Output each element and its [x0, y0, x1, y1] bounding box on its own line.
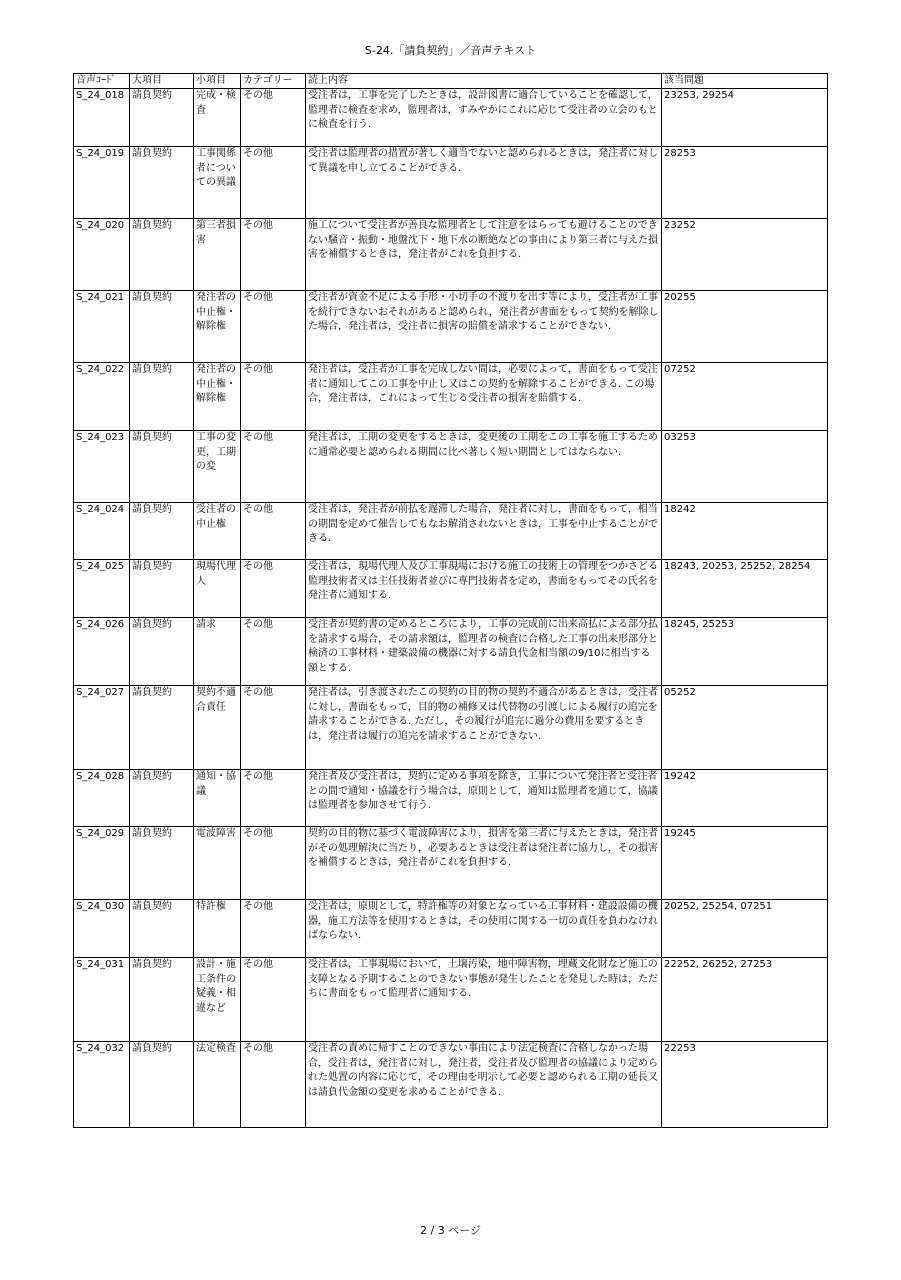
- cell-code: S_24_023: [74, 431, 130, 503]
- cell-major: 請負契約: [130, 89, 194, 147]
- table-row: [74, 827, 828, 900]
- cell-refs: 18243, 20253, 25252, 28254: [662, 560, 828, 618]
- cell-minor: 設計・施工条件の疑義・相違など: [194, 958, 241, 1042]
- cell-category: その他: [241, 147, 306, 219]
- cell-minor: 工事関係者についての異議: [194, 147, 241, 219]
- cell-major: 請負契約: [130, 291, 194, 363]
- cell-minor: 電波障害: [194, 827, 241, 900]
- cell-code: S_24_031: [74, 958, 130, 1042]
- cell-category: その他: [241, 560, 306, 618]
- cell-refs: 23252: [662, 219, 828, 291]
- cell-major: 請負契約: [130, 431, 194, 503]
- cell-text: 施工について受注者が善良な監理者として注意をはらっても避けることのできない騒音・振動・地盤沈下・地下水の断絶などの事由により第三者に与えた損害を補償するときは，発注者がこれを負担する.: [306, 219, 662, 291]
- cell-refs: 05252: [662, 686, 828, 770]
- cell-category: その他: [241, 686, 306, 770]
- cell-code: S_24_032: [74, 1042, 130, 1128]
- cell-major: 請負契約: [130, 618, 194, 686]
- cell-category: その他: [241, 219, 306, 291]
- table-row: [74, 363, 828, 431]
- cell-refs: 28253: [662, 147, 828, 219]
- cell-category: その他: [241, 291, 306, 363]
- cell-text: 受注者は，工事現場において，土壌汚染，地中障害物，埋蔵文化財など施工の支障となる予期することのできない事態が発生したことを発見した時は，ただちに書面をもって監理者に通知する.: [306, 958, 662, 1042]
- cell-category: その他: [241, 958, 306, 1042]
- cell-refs: 22252, 26252, 27253: [662, 958, 828, 1042]
- cell-text: 受注者が契約書の定めるところにより，工事の完成前に出来高払による部分払を請求する場合，その請求額は，監理者の検査に合格した工事の出来形部分と検済の工事材料・建築設備の機器に対する請負代金相当額の9/10に相当する額とする.: [306, 618, 662, 686]
- cell-text: 発注者は，引き渡されたこの契約の目的物の契約不適合があるときは，受注者に対し，書面をもって，目的物の補修又は代替物の引渡しによる履行の追完を請求することができる. ただし，その履行が追完に過分の費用を要するときは，発注者は履行の追完を請求することができない.: [306, 686, 662, 770]
- cell-text: 受注者は，工事を完了したときは，設計図書に適合していることを確認して，監理者に検査を求め，監理者は，すみやかにこれに応じて受注者の立会のもとに検査を行う.: [306, 89, 662, 147]
- table-row: [74, 431, 828, 503]
- cell-major: 請負契約: [130, 1042, 194, 1128]
- table-row: [74, 900, 828, 958]
- cell-major: 請負契約: [130, 363, 194, 431]
- table-row: [74, 958, 828, 1042]
- cell-text: 受注者は，発注者が前払を遅滞した場合，発注者に対し，書面をもって，相当の期間を定めて催告してもなお解消されないときは，工事を中止することができる.: [306, 503, 662, 560]
- cell-refs: 19242: [662, 770, 828, 827]
- cell-minor: 発注者の中止権・解除権: [194, 291, 241, 363]
- table-row: [74, 686, 828, 770]
- cell-category: その他: [241, 770, 306, 827]
- cell-major: 請負契約: [130, 503, 194, 560]
- audio-text-table: [73, 73, 828, 1128]
- table-row: [74, 1042, 828, 1128]
- table-row: [74, 618, 828, 686]
- table-header-row: [74, 74, 828, 89]
- cell-minor: 法定検査: [194, 1042, 241, 1128]
- cell-code: S_24_029: [74, 827, 130, 900]
- cell-code: S_24_021: [74, 291, 130, 363]
- cell-major: 請負契約: [130, 219, 194, 291]
- cell-major: 請負契約: [130, 958, 194, 1042]
- cell-major: 請負契約: [130, 686, 194, 770]
- cell-category: その他: [241, 89, 306, 147]
- cell-text: 受注者は，現場代理人及び工事現場における施工の技術上の管理をつかさどる監理技術者又は主任技術者並びに専門技術者を定め，書面をもってその氏名を発注者に通知する.: [306, 560, 662, 618]
- cell-code: S_24_026: [74, 618, 130, 686]
- table-row: [74, 560, 828, 618]
- table-row: [74, 291, 828, 363]
- cell-refs: 18245, 25253: [662, 618, 828, 686]
- table-row: [74, 89, 828, 147]
- cell-code: S_24_030: [74, 900, 130, 958]
- cell-code: S_24_024: [74, 503, 130, 560]
- cell-category: その他: [241, 900, 306, 958]
- cell-refs: 23253, 29254: [662, 89, 828, 147]
- cell-text: 発注者は，工期の変更をするときは，変更後の工期をこの工事を施工するために通常必要と認められる期間に比べ著しく短い期間としてはならない.: [306, 431, 662, 503]
- cell-refs: 18242: [662, 503, 828, 560]
- cell-category: その他: [241, 1042, 306, 1128]
- cell-text: 契約の目的物に基づく電波障害により，損害を第三者に与えたときは，発注者がその処理解決に当たり，必要あるときは受注者は発注者に協力し，その損害を補償するときは，発注者がこれを負担する.: [306, 827, 662, 900]
- cell-text: 受注者の責めに帰すことのできない事由により法定検査に合格しなかった場合，受注者は，発注者に対し，発注者，受注者及び監理者の協議により定められた処置の内容に応じて，その理由を明示して必要と認められる工期の延長又は請負代金額の変更を求めることができる.: [306, 1042, 662, 1128]
- cell-text: 受注者が資金不足による手形・小切手の不渡りを出す等により，受注者が工事を続行できないおそれがあると認められ，発注者が書面をもって契約を解除した場合，発注者は，受注者に損害の賠償を請求することができない.: [306, 291, 662, 363]
- table-row: [74, 770, 828, 827]
- table-row: [74, 503, 828, 560]
- table-row: [74, 219, 828, 291]
- cell-text: 発注者は，受注者が工事を完成しない間は，必要によって，書面をもって受注者に通知してこの工事を中止し又はこの契約を解除することができる. この場合，発注者は，これによって生じる受注者の損害を賠償する.: [306, 363, 662, 431]
- header-major: 大項目: [130, 74, 194, 89]
- cell-code: S_24_022: [74, 363, 130, 431]
- cell-major: 請負契約: [130, 560, 194, 618]
- cell-code: S_24_025: [74, 560, 130, 618]
- cell-minor: 完成・検査: [194, 89, 241, 147]
- header-code: 音声ｺｰﾄﾞ: [74, 74, 130, 89]
- cell-code: S_24_019: [74, 147, 130, 219]
- cell-refs: 22253: [662, 1042, 828, 1128]
- cell-code: S_24_020: [74, 219, 130, 291]
- header-category: カテゴリー: [241, 74, 306, 89]
- header-minor: 小項目: [194, 74, 241, 89]
- cell-major: 請負契約: [130, 827, 194, 900]
- cell-minor: 特許権: [194, 900, 241, 958]
- cell-minor: 現場代理人: [194, 560, 241, 618]
- cell-refs: 20255: [662, 291, 828, 363]
- cell-refs: 19245: [662, 827, 828, 900]
- cell-text: 受注者は監理者の措置が著しく適当でないと認められるときは，発注者に対して異議を申し立てることができる.: [306, 147, 662, 219]
- cell-major: 請負契約: [130, 147, 194, 219]
- cell-text: 受注者は，原則として，特許権等の対象となっている工事材料・建設設備の機器，施工方法等を使用するときは，その使用に関する一切の責任を負わなければならない.: [306, 900, 662, 958]
- cell-major: 請負契約: [130, 900, 194, 958]
- header-refs: 該当問題: [662, 74, 828, 89]
- cell-category: その他: [241, 503, 306, 560]
- cell-code: S_24_028: [74, 770, 130, 827]
- cell-refs: 03253: [662, 431, 828, 503]
- cell-code: S_24_018: [74, 89, 130, 147]
- cell-minor: 発注者の中止権・解除権: [194, 363, 241, 431]
- cell-text: 発注者及び受注者は，契約に定める事項を除き，工事について発注者と受注者との間で通知・協議を行う場合は，原則として，通知は監理者を通じて，協議は監理者を参加させて行う.: [306, 770, 662, 827]
- cell-category: その他: [241, 618, 306, 686]
- cell-category: その他: [241, 827, 306, 900]
- cell-minor: 通知・協議: [194, 770, 241, 827]
- cell-major: 請負契約: [130, 770, 194, 827]
- cell-minor: 受注者の中止権: [194, 503, 241, 560]
- cell-minor: 工事の変更，工期の変: [194, 431, 241, 503]
- cell-category: その他: [241, 431, 306, 503]
- cell-refs: 07252: [662, 363, 828, 431]
- header-text: 読上内容: [306, 74, 662, 89]
- cell-category: その他: [241, 363, 306, 431]
- page-number: 2 / 3 ページ: [420, 1224, 481, 1237]
- page-title: S-24.「請負契約」／音声テキスト: [364, 44, 537, 57]
- table-row: [74, 147, 828, 219]
- cell-refs: 20252, 25254, 07251: [662, 900, 828, 958]
- cell-minor: 第三者損害: [194, 219, 241, 291]
- cell-code: S_24_027: [74, 686, 130, 770]
- cell-minor: 契約不適合責任: [194, 686, 241, 770]
- cell-minor: 請求: [194, 618, 241, 686]
